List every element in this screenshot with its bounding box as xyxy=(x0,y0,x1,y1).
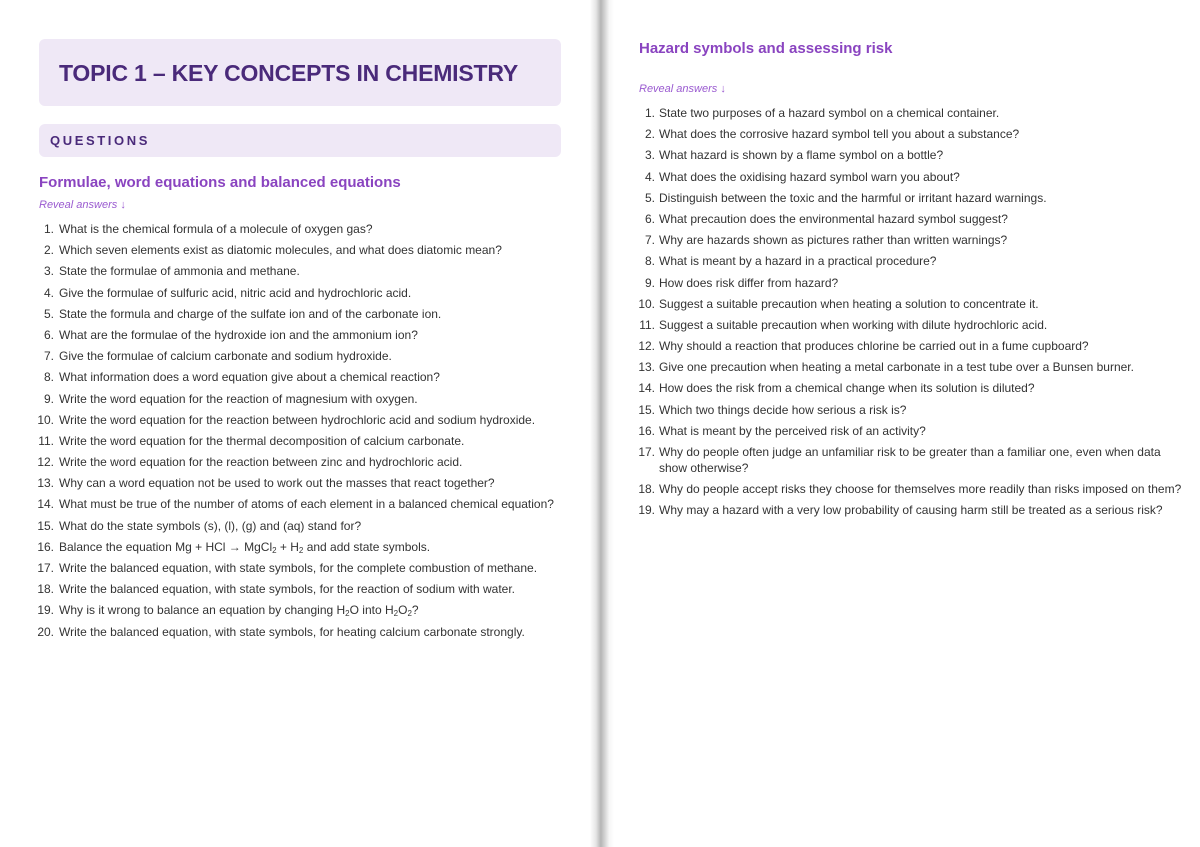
question-item xyxy=(639,359,1184,375)
question-item xyxy=(639,338,1184,354)
question-item xyxy=(39,475,579,491)
question-number: 2. xyxy=(43,243,54,258)
question-text: What is meant by a hazard in a practical procedure? xyxy=(659,254,937,269)
section-heading: Formulae, word equations and balanced equations xyxy=(39,174,401,191)
question-item xyxy=(39,624,579,640)
question-number: 13. xyxy=(37,476,54,491)
question-item xyxy=(639,481,1184,497)
question-item xyxy=(39,263,579,279)
question-item xyxy=(639,105,1184,121)
question-item xyxy=(39,518,579,534)
question-item xyxy=(39,581,579,597)
question-item xyxy=(39,306,579,322)
question-item xyxy=(39,348,579,364)
question-number: 4. xyxy=(43,285,54,300)
question-item xyxy=(39,602,579,618)
text-run: O xyxy=(398,603,408,618)
question-number: 2. xyxy=(644,127,655,142)
question-number: 5. xyxy=(644,190,655,205)
section-hazards xyxy=(639,40,1184,524)
question-number: 15. xyxy=(638,402,655,417)
question-text: Why may a hazard with a very low probability of causing harm still be treated as a serious risk? xyxy=(659,503,1163,518)
question-item xyxy=(639,253,1184,269)
question-text: Write the word equation for the reaction of magnesium with oxygen. xyxy=(59,391,418,406)
question-number: 16. xyxy=(638,423,655,438)
question-number: 6. xyxy=(644,211,655,226)
text-run: O into H xyxy=(349,603,394,618)
question-text: Distinguish between the toxic and the harmful or irritant hazard warnings. xyxy=(659,190,1047,205)
question-item xyxy=(639,275,1184,291)
question-number: 3. xyxy=(644,148,655,163)
question-text: Write the balanced equation, with state symbols, for the complete combustion of methane. xyxy=(59,561,538,575)
text-run: + H xyxy=(276,539,299,554)
question-item xyxy=(39,285,579,301)
question-number: 18. xyxy=(37,582,54,597)
question-item xyxy=(639,317,1184,333)
question-number: 19. xyxy=(638,503,655,518)
question-number: 3. xyxy=(43,264,54,279)
question-text: How does risk differ from hazard? xyxy=(659,275,839,290)
reveal-answers-link[interactable]: Reveal answers ↓ xyxy=(639,83,726,95)
question-item xyxy=(639,190,1184,206)
question-number: 9. xyxy=(43,391,54,406)
text-run: and add state symbols. xyxy=(303,539,431,554)
question-number: 17. xyxy=(37,561,54,575)
question-text: What does the oxidising hazard symbol warn you about? xyxy=(659,169,960,184)
question-item xyxy=(639,402,1184,418)
right-page xyxy=(612,0,1200,847)
question-number: 8. xyxy=(644,254,655,269)
question-item xyxy=(39,433,579,449)
subscript: 2 xyxy=(345,609,350,619)
question-item xyxy=(639,423,1184,439)
question-text: Give the formulae of calcium carbonate and sodium hydroxide. xyxy=(59,349,392,364)
question-text: What hazard is shown by a flame symbol on a bottle? xyxy=(659,148,944,163)
question-number: 6. xyxy=(43,327,54,342)
question-text: Which two things decide how serious a risk is? xyxy=(659,402,907,417)
question-text: Suggest a suitable precaution when heating a solution to concentrate it. xyxy=(659,296,1039,311)
question-number: 8. xyxy=(43,370,54,385)
question-item xyxy=(39,391,579,407)
question-item xyxy=(639,211,1184,227)
question-number: 14. xyxy=(37,497,54,512)
question-item xyxy=(639,232,1184,248)
question-list xyxy=(39,221,579,640)
question-text: What information does a word equation give about a chemical reaction? xyxy=(59,370,440,385)
question-number: 19. xyxy=(37,603,54,618)
subscript: 2 xyxy=(272,545,277,555)
question-item xyxy=(39,221,579,237)
section-heading: Hazard symbols and assessing risk xyxy=(639,40,893,57)
question-item xyxy=(39,496,579,512)
question-text: Write the word equation for the reaction between zinc and hydrochloric acid. xyxy=(59,455,463,470)
topic-title-panel xyxy=(39,39,561,106)
left-page xyxy=(0,0,596,847)
question-item xyxy=(39,242,579,258)
question-number: 12. xyxy=(37,455,54,470)
question-text: Which seven elements exist as diatomic molecules, and what does diatomic mean? xyxy=(59,243,502,258)
question-number: 1. xyxy=(644,106,655,120)
question-number: 16. xyxy=(37,539,54,554)
question-list xyxy=(639,105,1184,518)
question-item xyxy=(639,502,1184,518)
questions-label-panel xyxy=(39,124,561,157)
question-text: Why do people accept risks they choose for themselves more readily than risks imposed on them? xyxy=(659,482,1182,497)
question-number: 7. xyxy=(43,349,54,364)
reveal-answers-link[interactable]: Reveal answers ↓ xyxy=(39,199,126,211)
question-item xyxy=(39,412,579,428)
question-text: How does the risk from a chemical change when its solution is diluted? xyxy=(659,381,1035,396)
question-text: Give one precaution when heating a metal carbonate in a test tube over a Bunsen burner. xyxy=(659,360,1134,375)
text-run: ? xyxy=(411,603,419,618)
question-text: Why do people often judge an unfamiliar risk to be greater than a familiar one, even when data show otherwise? xyxy=(659,445,1161,475)
question-item xyxy=(639,296,1184,312)
question-number: 11. xyxy=(38,433,54,448)
question-text: What does the corrosive hazard symbol tell you about a substance? xyxy=(659,127,1020,142)
question-item xyxy=(39,327,579,343)
text-run: Balance the equation Mg + HCl → MgCl xyxy=(59,539,273,554)
question-number: 15. xyxy=(37,518,54,533)
question-text: Write the word equation for the reaction between hydrochloric acid and sodium hydroxide. xyxy=(59,412,536,427)
question-item xyxy=(39,369,579,385)
question-text: State two purposes of a hazard symbol on a chemical container. xyxy=(659,106,1000,120)
question-number: 14. xyxy=(638,381,655,396)
question-number: 5. xyxy=(43,306,54,321)
question-number: 4. xyxy=(644,169,655,184)
question-text: Why can a word equation not be used to work out the masses that react together? xyxy=(59,476,495,491)
question-number: 11. xyxy=(639,317,655,332)
question-number: 20. xyxy=(37,624,54,639)
question-text: What is meant by the perceived risk of an activity? xyxy=(659,423,926,438)
subscript: 2 xyxy=(298,545,304,555)
question-number: 18. xyxy=(638,482,655,497)
question-text: What must be true of the number of atoms of each element in a balanced chemical equation? xyxy=(59,497,554,512)
question-number: 1. xyxy=(43,222,54,236)
subscript: 2 xyxy=(393,609,399,619)
question-item xyxy=(39,560,579,576)
topic-title: TOPIC 1 – KEY CONCEPTS IN CHEMISTRY xyxy=(59,60,519,86)
question-number: 10. xyxy=(638,296,655,311)
question-text: What do the state symbols (s), (l), (g) and (aq) stand for? xyxy=(59,518,362,533)
question-item xyxy=(39,539,579,555)
question-number: 9. xyxy=(644,275,655,290)
question-item xyxy=(39,454,579,470)
question-item xyxy=(639,380,1184,396)
question-text: Suggest a suitable precaution when working with dilute hydrochloric acid. xyxy=(659,317,1048,332)
question-text: State the formula and charge of the sulfate ion and of the carbonate ion. xyxy=(59,306,442,321)
subscript: 2 xyxy=(407,609,412,619)
section-formulae xyxy=(39,174,579,645)
question-number: 13. xyxy=(638,360,655,375)
question-text: Why should a reaction that produces chlorine be carried out in a fume cupboard? xyxy=(659,339,1089,354)
question-text: What is the chemical formula of a molecule of oxygen gas? xyxy=(59,222,373,236)
question-text: What precaution does the environmental hazard symbol suggest? xyxy=(659,211,1008,226)
question-text: Write the word equation for the thermal decomposition of calcium carbonate. xyxy=(59,433,465,448)
question-number: 12. xyxy=(638,339,655,354)
questions-label: QUESTIONS xyxy=(50,133,150,148)
question-text: Give the formulae of sulfuric acid, nitric acid and hydrochloric acid. xyxy=(59,285,412,300)
question-number: 10. xyxy=(37,412,54,427)
book-gutter-shadow xyxy=(590,0,614,847)
question-text: Why are hazards shown as pictures rather than written warnings? xyxy=(659,233,1008,248)
question-item xyxy=(639,169,1184,185)
question-number: 17. xyxy=(638,445,655,459)
question-number: 7. xyxy=(644,233,655,248)
question-item xyxy=(639,126,1184,142)
question-item xyxy=(639,444,1184,476)
question-item xyxy=(639,147,1184,163)
question-text: What are the formulae of the hydroxide ion and the ammonium ion? xyxy=(59,327,418,342)
question-text: Write the balanced equation, with state symbols, for heating calcium carbonate strongly. xyxy=(59,624,525,639)
question-text xyxy=(59,603,419,617)
question-text: Write the balanced equation, with state symbols, for the reaction of sodium with water. xyxy=(59,582,516,597)
question-text: State the formulae of ammonia and methane. xyxy=(59,264,300,279)
text-run: Why is it wrong to balance an equation by changing H xyxy=(59,603,346,618)
question-text xyxy=(59,540,430,554)
